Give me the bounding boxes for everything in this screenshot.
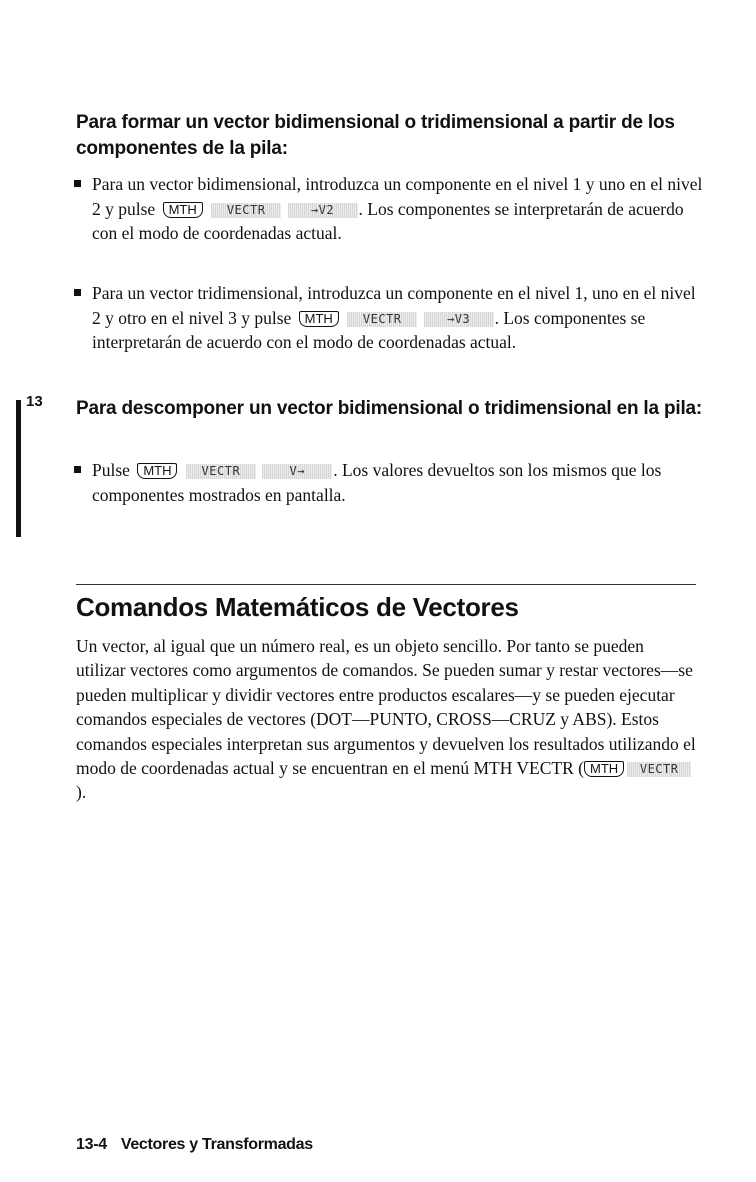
bullet-text: Pulse MTH VECTR V→ . Los valores devueltos son los mismos que los componentes mostrados en pantalla. [92, 460, 662, 505]
page-number: 13-4 [76, 1136, 107, 1153]
section-heading-form-vector: Para formar un vector bidimensional o tridimensional a partir de los componentes de la pila: [76, 112, 675, 159]
bullet-marker [74, 289, 81, 296]
section-heading-decompose-vector: Para descomponer un vector bidimensional o tridimensional en la pila: [76, 398, 703, 419]
body-paragraph: Un vector, al igual que un número real, es un objeto sencillo. Por tanto se pueden utilizar vectores como argumentos de comandos. Se pueden sumar y restar vectores—se pueden multiplicar y dividir vectores entre productos escalares—y se pueden ejecutar comandos especiales de vectores (DOT—PUNTO, CROSS—CRUZ y ABS). Estos comandos especiales interpretan sus argumentos y devuelven los resultados utilizando el modo de coordenadas actual y se encuentran en el menú MTH VECTR ( MTH VECTR). [76, 636, 696, 803]
mth-key: MTH [137, 463, 177, 479]
chapter-tab-number: 13 [26, 393, 43, 410]
v-arrow-softkey: V→ [262, 464, 332, 479]
mth-key: MTH [584, 761, 624, 777]
bullet-marker [74, 180, 81, 187]
vectr-softkey: VECTR [186, 464, 256, 479]
bullet-text: Para un vector tridimensional, introduzca un componente en el nivel 1, uno en el nivel 2 y otro en el nivel 3 y pulse MTH VECTR →V3 . Los componentes se interpretarán de acuerdo con el modo de coordenadas actual. [92, 283, 696, 352]
vectr-softkey: VECTR [627, 762, 691, 777]
page-footer [76, 1136, 313, 1154]
vectr-softkey: VECTR [347, 312, 417, 327]
bullet-text: Para un vector bidimensional, introduzca un componente en el nivel 1 y uno en el nivel 2 y pulse MTH VECTR →V2 . Los componentes se interpretarán de acuerdo con el modo de coordenadas actual. [92, 174, 703, 243]
mth-key: MTH [163, 202, 203, 218]
bullet-marker [74, 466, 81, 473]
mth-key: MTH [299, 311, 339, 327]
bullet-2d-vector [74, 172, 704, 246]
chapter-tab-bar [16, 400, 21, 537]
bullet-3d-vector [74, 281, 704, 355]
vectr-softkey: VECTR [211, 203, 281, 218]
bullet-decompose [74, 458, 704, 507]
to-v3-softkey: →V3 [424, 312, 494, 327]
to-v2-softkey: →V2 [288, 203, 358, 218]
section-divider [76, 584, 696, 585]
page-title: Comandos Matemáticos de Vectores [76, 592, 519, 622]
chapter-title: Vectores y Transformadas [120, 1136, 313, 1153]
